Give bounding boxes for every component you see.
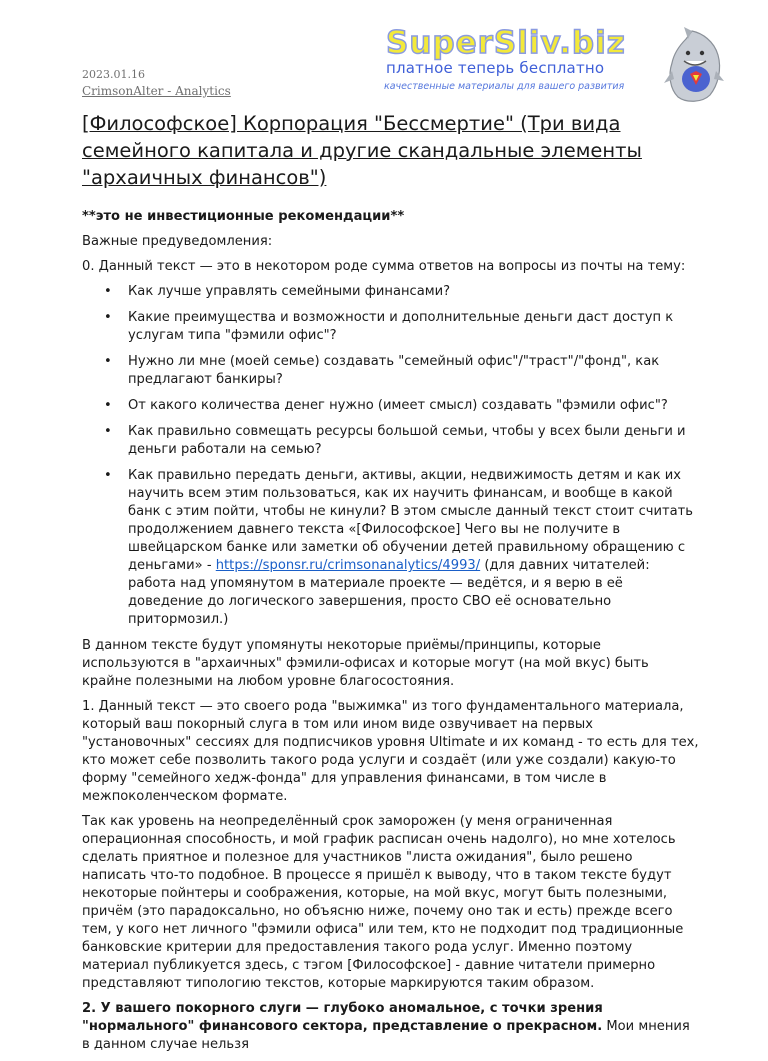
page-title: [Философское] Корпорация "Бессмертие" (Три вида семейного капитала и другие скандальные элементы "архаичных финансов")	[82, 112, 642, 189]
list-item: • От какого количества денег нужно (имеет смысл) создавать "фэмили офис"?	[128, 397, 700, 415]
author-link[interactable]: CrimsonAlter - Analytics	[82, 84, 231, 98]
list-item: • Нужно ли мне (моей семье) создавать "семейный офис"/"траст"/"фонд", как предлагают банкиры?	[128, 353, 700, 389]
paragraph: В данном тексте будут упомянуты некоторые приёмы/принципы, которые используются в "архаичных" фэмили-офисах и которые могут (на мой вкус) быть крайне полезными на любом уровне благосостояния.	[82, 638, 649, 689]
questions-list	[82, 283, 700, 629]
logo-brand: SuperSliv.biz	[386, 25, 626, 61]
shark-mascot-icon	[662, 27, 724, 105]
logo-subtagline: качественные материалы для вашего развития	[384, 81, 625, 92]
post-meta	[82, 67, 231, 99]
intro-paragraph: 0. Данный текст — это в некотором роде сумма ответов на вопросы из почты на тему:	[82, 259, 686, 274]
article-body	[82, 208, 700, 1061]
disclaimer: **это не инвестиционные рекомендации**	[82, 209, 405, 224]
list-item-text-after: (для давних читателей: работа над упомянутом в материале проекте — ведётся, и я верю в её доведение до логического завершения, просто СВО её основательно притормозил.)	[128, 558, 650, 627]
paragraph: Так как уровень на неопределённый срок заморожен (у меня ограниченная операционная способность, и мой график расписан очень надолго), но мне хотелось сделать приятное и полезное для участников "листа ожидания", было решено написать что-то подобное. В процессе я пришёл к выводу, что в таком тексте будут некоторые пойнтеры и соображения, которые, на мой вкус, могут быть полезными, причём (это парадоксально, но объясню ниже, почему оно так и есть) прежде всего тем, у кого нет личного "фэмили офиса" или тем, кто не подходит под традиционные банковские критерии для предоставления такого рода услуг. Именно поэтому материал публикуется здесь, с тэгом [Философское] - давние читатели примерно представляют типологию текстов, которые маркируются таким образом.	[82, 814, 684, 991]
section-2-bold: 2. У вашего покорного слуги — глубоко аномальное, с точки зрения "нормального" финансового сектора, представление о прекрасном.	[82, 1001, 603, 1034]
logo-tagline: платное теперь бесплатно	[386, 59, 605, 77]
list-item: • Какие преимущества и возможности и дополнительные деньги даст доступ к услугам типа "фэмили офис"?	[128, 309, 700, 345]
list-item: • Как правильно совмещать ресурсы большой семьи, чтобы у всех были деньги и деньги работали на семью?	[128, 423, 700, 459]
section-2-paragraph	[82, 1000, 700, 1054]
section-2-rest: Мои мнения в данном случае нельзя	[82, 1019, 690, 1052]
site-logo[interactable]	[380, 25, 730, 107]
notice: Важные предуведомления:	[82, 234, 273, 249]
list-item-text: Как правильно передать деньги, активы, акции, недвижимость детям и как их научить всем этим пользоваться, как их научить финансам, и вообще в какой банк с этим пойти, чтобы не кинули? В этом смысле данный текст стоит считать продолжением давнего текста «[Философское] Чего вы не получите в швейцарском банке или заметки об обучении детей правильному обращению с деньгами» -	[128, 468, 694, 573]
list-item: • Как лучше управлять семейными финансами?	[128, 283, 700, 301]
list-item	[128, 467, 700, 629]
sponsr-link[interactable]: https://sponsr.ru/crimsonanalytics/4993/	[215, 558, 481, 573]
paragraph: 1. Данный текст — это своего рода "выжимка" из того фундаментального материала, который ваш покорный слуга в том или ином виде озвучивает на первых "установочных" сессиях для подписчиков уровня Ultimate и их команд - то есть для тех, кто может себе позволить такого рода услуги и создаёт (или уже создали) какую-то форму "семейного хедж-фонда" для управления финансами, в том числе в межпоколенческом формате.	[82, 699, 699, 804]
post-date: 2023.01.16	[82, 68, 145, 81]
